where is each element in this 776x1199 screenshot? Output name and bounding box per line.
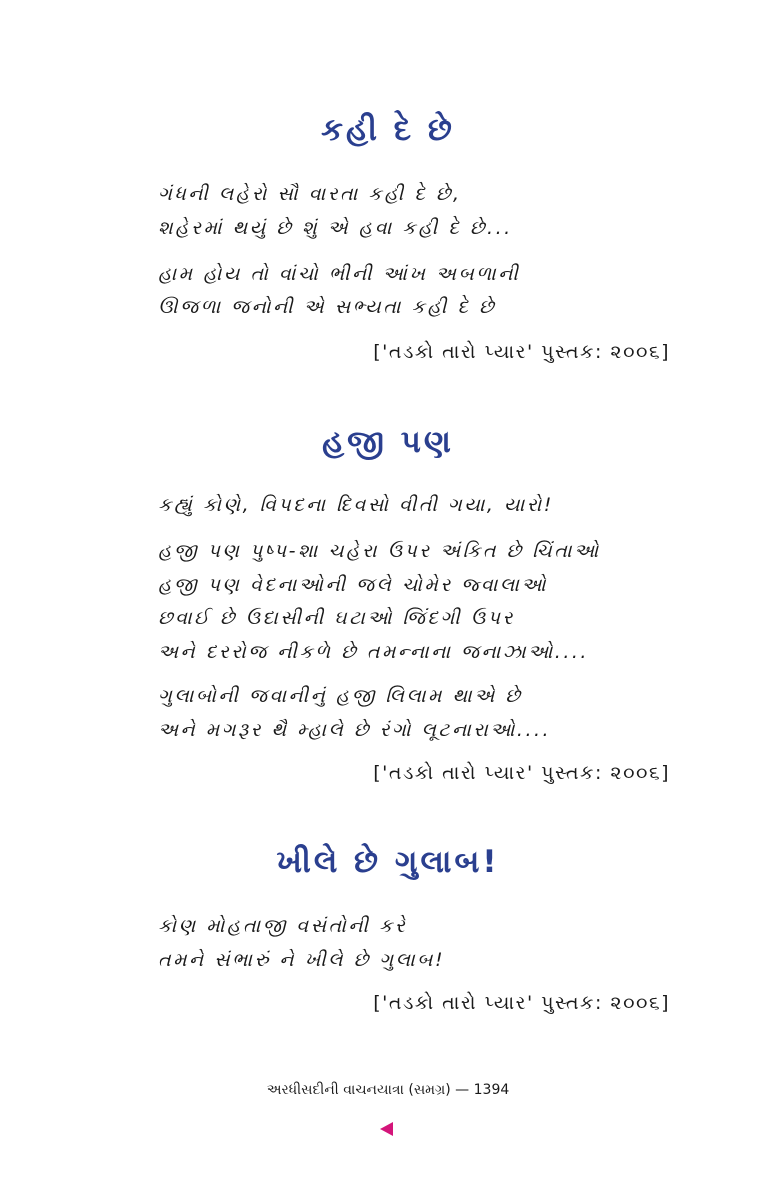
verse-line: અને મગરૂર થૈ મ્હાલે છે રંગો લૂટનારાઓ....	[158, 719, 552, 741]
triangle-left-icon[interactable]	[380, 1122, 393, 1136]
page-footer: અરધીસદીની વાચનયાત્રા (સમગ્ર) — 1394	[266, 1082, 510, 1098]
poem-title: હજી પણ	[322, 424, 454, 460]
verse-line: હજી પણ વેદનાઓની જલે ચોમેર જ્વાલાઓ	[158, 574, 549, 596]
verse-line: તમને સંભારું ને ખીલે છે ગુલાબ!	[158, 949, 446, 971]
poem-title: કહી દે છે	[321, 112, 455, 148]
verse-line: છવાઈ છે ઉદાસીની ઘટાઓ જિંદગી ઉપર	[158, 607, 515, 629]
verse-line: ઊજળા જનોની એ સભ્યતા કહી દે છે	[158, 296, 497, 318]
verse-line: ગંધની લહેરો સૌ વારતા કહી દે છે,	[158, 183, 462, 205]
verse-line: હામ હોય તો વાંચો ભીની આંખ અબળાની	[158, 263, 521, 285]
verse-line: શહેરમાં થયું છે શું એ હવા કહી દે છે...	[158, 217, 513, 239]
source-note: ['તડકો તારો પ્યાર' પુસ્તક: ૨૦૦૬]	[373, 992, 670, 1014]
source-note: ['તડકો તારો પ્યાર' પુસ્તક: ૨૦૦૬]	[373, 762, 670, 784]
verse-line: ગુલાબોની જવાનીનું હજી લિલામ થાએ છે	[158, 685, 523, 707]
poem-title: ખીલે છે ગુલાબ!	[276, 844, 500, 880]
verse-line: કોણ મોહતાજી વસંતોની કરે	[158, 915, 408, 937]
verse-line: અને દરરોજ નીકળે છે તમન્નાના જનાઝાઓ....	[158, 641, 589, 663]
source-note: ['તડકો તારો પ્યાર' પુસ્તક: ૨૦૦૬]	[373, 341, 670, 363]
verse-line: કહ્યું કોણે, વિપદના દિવસો વીતી ગયા, યારો!	[158, 494, 554, 516]
verse-line: હજી પણ પુષ્પ-શા ચહેરા ઉપર અંકિત છે ચિંતાઓ	[158, 540, 601, 562]
